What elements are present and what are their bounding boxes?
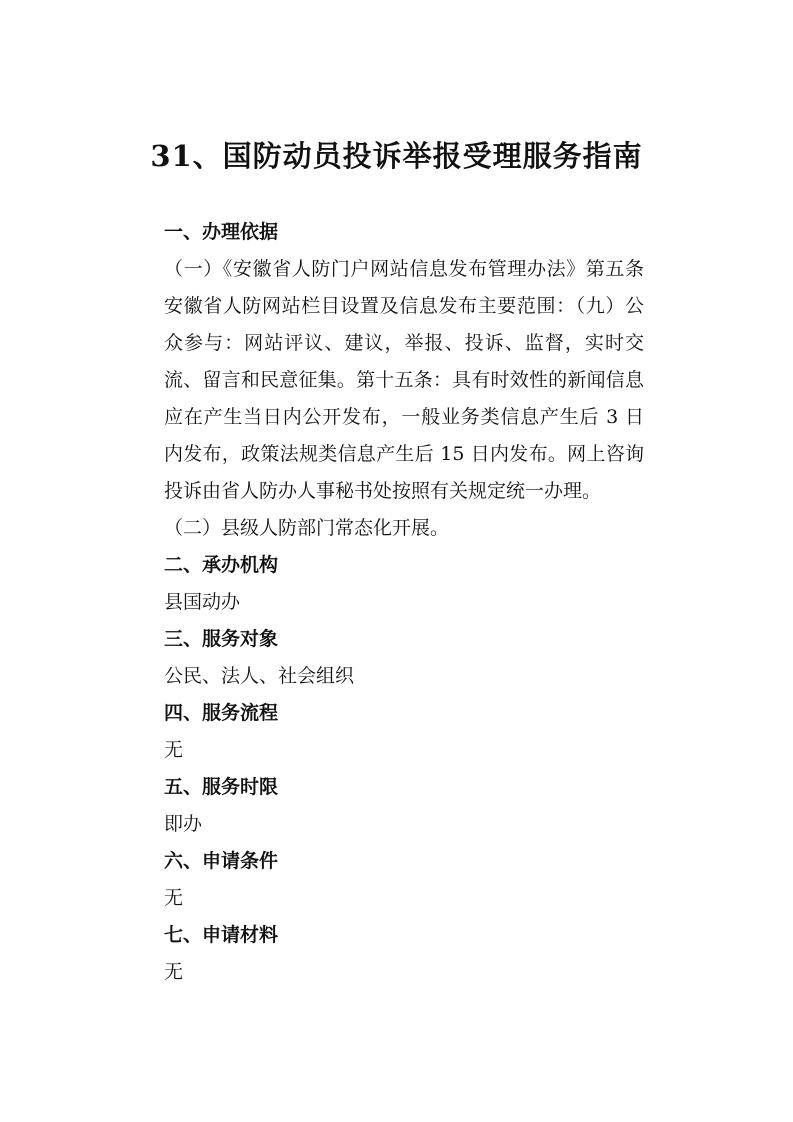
section-materials: [164, 917, 644, 991]
section-time-limit: [164, 769, 644, 843]
section-body: 无: [164, 961, 184, 983]
basis-paragraph-2: （二）县级人防部门常态化开展。: [164, 517, 450, 539]
section-heading: 五、服务时限: [164, 776, 279, 798]
section-body: 无: [164, 887, 184, 909]
section-body: 公民、法人、社会组织: [164, 665, 355, 687]
section-process: [164, 695, 644, 769]
section-body: 县国动办: [164, 591, 241, 613]
section-heading: 一、办理依据: [164, 221, 279, 243]
document-title: 31、国防动员投诉举报受理服务指南: [150, 139, 643, 173]
section-basis: [164, 214, 644, 547]
section-body: 即办: [164, 813, 203, 835]
section-conditions: [164, 843, 644, 917]
section-organization: [164, 547, 644, 621]
section-heading: 七、申请材料: [164, 924, 279, 946]
section-body: 无: [164, 739, 184, 761]
basis-paragraph-1: （一）《安徽省人防门户网站信息发布管理办法》第五条安徽省人防网站栏目设置及信息发布主要范围：（九）公众参与：网站评议、建议，举报、投诉、监督，实时交流、留言和民意征集。第十五条：具有时效性的新闻信息应在产生当日内公开发布，一般业务类信息产生后 3 日内发布，政策法规类信息产生后 15 日内发布。网上咨询投诉由省人防办人事秘书处按照有关规定统一办理。: [164, 258, 644, 502]
section-heading: 四、服务流程: [164, 702, 279, 724]
section-heading: 二、承办机构: [164, 554, 279, 576]
section-heading: 三、服务对象: [164, 628, 279, 650]
section-service-target: [164, 621, 644, 695]
section-heading: 六、申请条件: [164, 850, 279, 872]
document-body: [164, 214, 644, 991]
